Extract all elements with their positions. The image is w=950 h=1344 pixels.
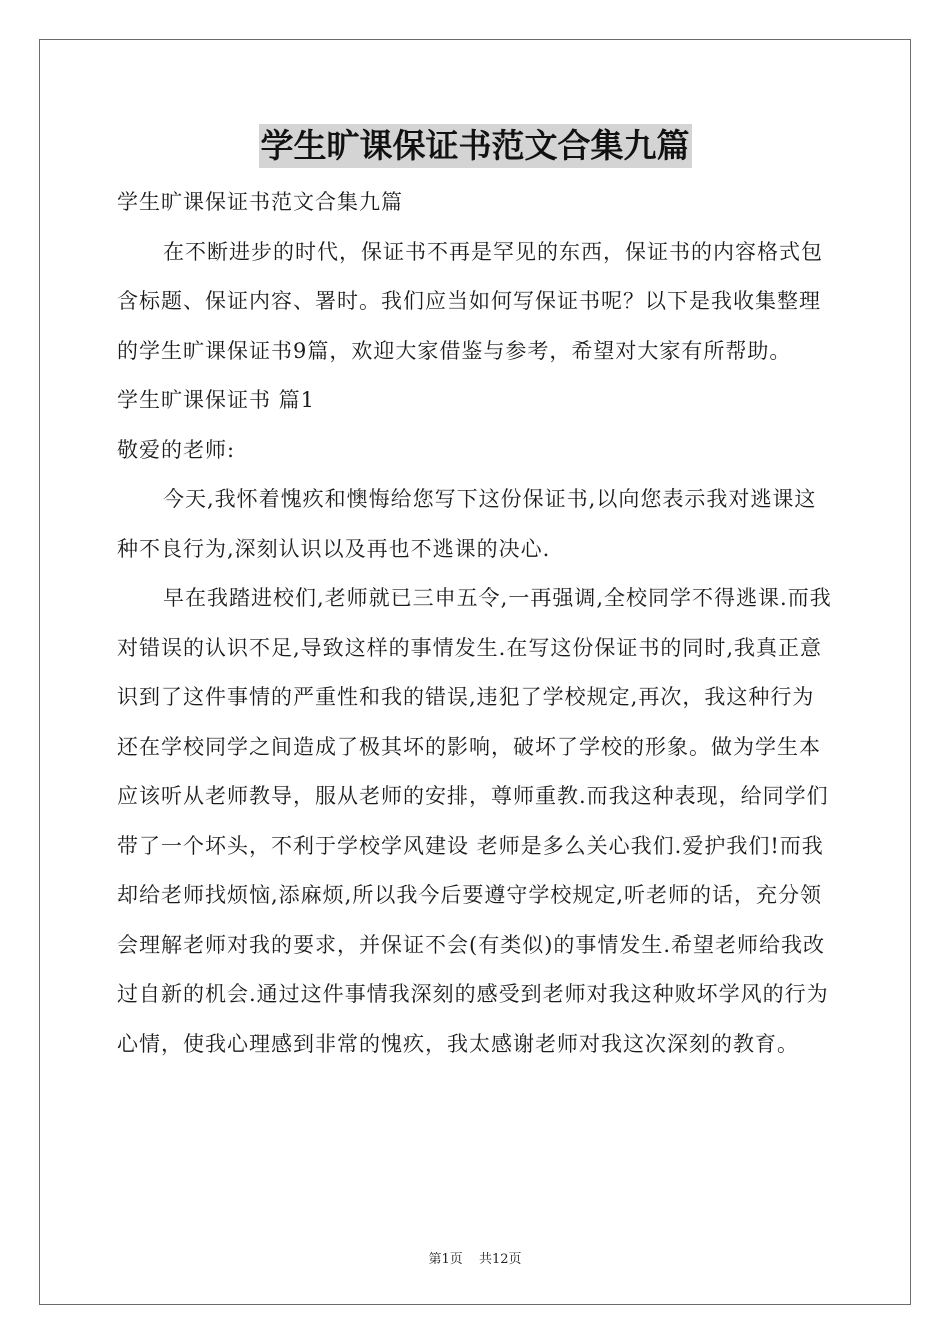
page-total: 共12页 bbox=[478, 1252, 522, 1267]
subtitle: 学生旷课保证书范文合集九篇 bbox=[117, 190, 403, 214]
body-paragraph-1: 今天,我怀着愧疚和懊悔给您写下这份保证书,以向您表示我对逃课这种不良行为,深刻认识以及再也不逃课的决心. bbox=[117, 487, 817, 561]
intro-paragraph: 在不断进步的时代，保证书不再是罕见的东西，保证书的内容格式包含标题、保证内容、署时。我们应当如何写保证书呢？以下是我收集整理的学生旷课保证书9篇，欢迎大家借鉴与参考，希望对大家有所帮助。 bbox=[117, 239, 823, 363]
page-footer bbox=[0, 1248, 950, 1267]
body-paragraph-2: 早在我踏进校们,老师就已三申五令,一再强调,全校同学不得逃课.而我对错误的认识不足,导致这样的事情发生.在写这份保证书的同时,我真正意识到了这件事情的严重性和我的错误,违犯了学校规定,再次，我这种行为还在学校同学之间造成了极其坏的影响，破坏了学校的形象。做为学生本应该听从老师教导，服从老师的安排，尊师重教.而我这种表现，给同学们带了一个坏头，不利于学校学风建设 老师是多么关心我们.爱护我们!而我却给老师找烦恼,添麻烦,所以我今后要遵守学校规定,听老师的话，充分领会理解老师对我的要求，并保证不会(有类似)的事情发生.希望老师给我改过自新的机会.通过这件事情我深刻的感受到老师对我这种败坏学风的行为心情，使我心理感到非常的愧疚，我太感谢老师对我这次深刻的教育。 bbox=[117, 586, 832, 1056]
title-container bbox=[0, 124, 950, 168]
document-title: 学生旷课保证书范文合集九篇 bbox=[259, 124, 692, 168]
salutation: 敬爱的老师: bbox=[117, 437, 236, 462]
page-number: 第1页 bbox=[428, 1252, 463, 1267]
document-body bbox=[117, 178, 835, 1069]
section-heading: 学生旷课保证书 篇1 bbox=[117, 388, 316, 412]
